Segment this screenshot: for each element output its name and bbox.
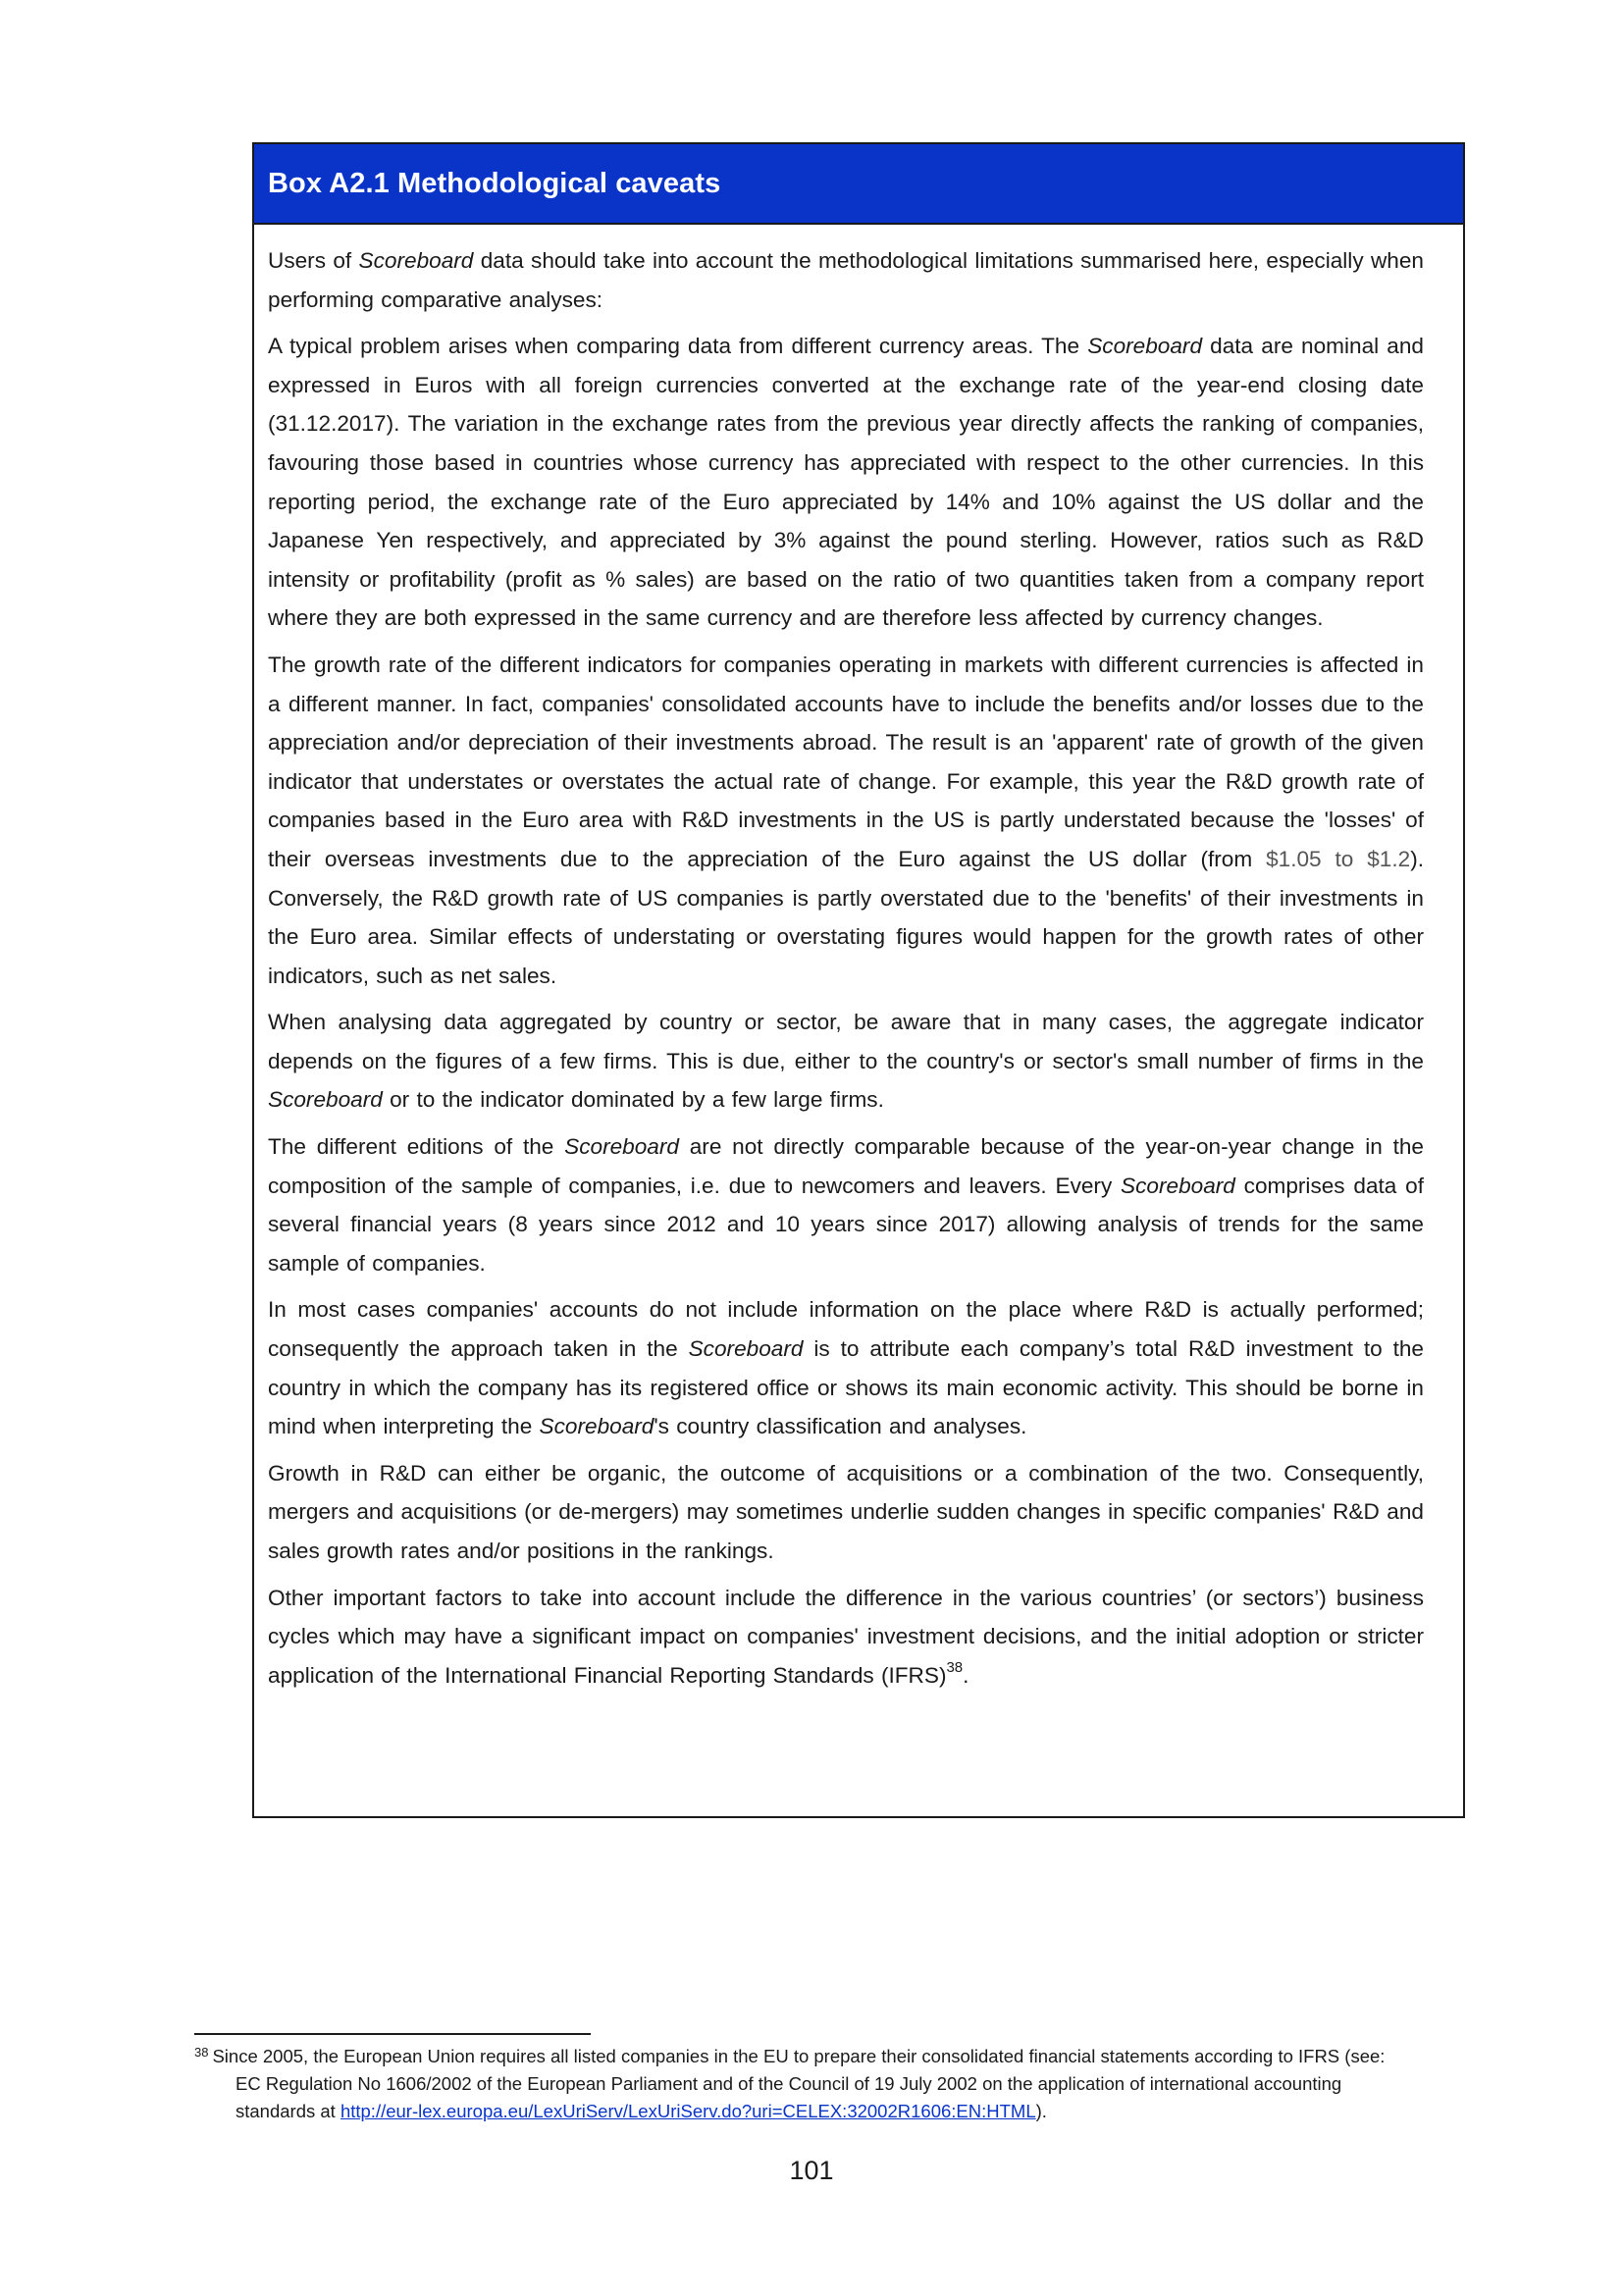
page-number: 101 xyxy=(789,2156,834,2185)
footnote-reference[interactable]: 38 xyxy=(946,1658,964,1676)
box-title: Box A2.1 Methodological caveats xyxy=(268,167,721,199)
paragraph-place-of-rd: In most cases companies' accounts do not include information on the place where R&D is actually performed; consequently the approach taken in the Scoreboard is to attribute each company’s total R&D investment to the country in which the company has its registered office or shows its main economic activity. This should be borne in mind when interpreting the Scoreboard's country classification and analyses. xyxy=(268,1297,1424,1439)
paragraph-mergers: Growth in R&D can either be organic, the outcome of acquisitions or a combination of the two. Consequently, mergers and acquisitions (or de-mergers) may sometimes underlie sudden changes in specific companies' R&D and sales growth rates and/or positions in the rankings. xyxy=(268,1460,1424,1563)
box-body xyxy=(254,225,1463,1695)
methodological-caveats-box xyxy=(252,142,1465,1818)
paragraph-intro: Users of Scoreboard data should take into account the methodological limitations summarised here, especially when performing comparative analyses: xyxy=(268,248,1424,312)
box-header xyxy=(254,144,1463,225)
footnote-line-3: standards at http://eur-lex.europa.eu/LexUriServ/LexUriServ.do?uri=CELEX:32002R1606:EN:HTML). xyxy=(236,2101,1047,2121)
paragraph-currency-areas: A typical problem arises when comparing data from different currency areas. The Scoreboard data are nominal and expressed in Euros with all foreign currencies converted at the exchange rate of the year-end closing date (31.12.2017). The variation in the exchange rates from the previous year directly affects the ranking of companies, favouring those based in countries whose currency has appreciated with respect to the other currencies. In this reporting period, the exchange rate of the Euro appreciated by 14% and 10% against the US dollar and the Japanese Yen respectively, and appreciated by 3% against the pound sterling. However, ratios such as R&D intensity or profitability (profit as % sales) are based on the ratio of two quantities taken from a company report where they are both expressed in the same currency and are therefore less affected by currency changes. xyxy=(268,334,1424,631)
footnote-line-2: EC Regulation No 1606/2002 of the European Parliament and of the Council of 19 July 2002 on the application of international accounting xyxy=(236,2073,1342,2094)
paragraph-other-factors: Other important factors to take into account include the difference in the various countries’ (or sectors’) business cycles which may have a significant impact on companies' investment decisions, and the initial adoption or stricter application of the International Financial Reporting Standards (IFRS)$^{38}$. xyxy=(268,1585,1424,1688)
footnote-divider xyxy=(194,2033,591,2035)
footnote-line-1: Since 2005, the European Union requires all listed companies in the EU to prepare their consolidated financial statements according to IFRS (see: xyxy=(212,2046,1386,2066)
paragraph-growth-rate: The growth rate of the different indicators for companies operating in markets with different currencies is affected in a different manner. In fact, companies' consolidated accounts have to include the benefits and/or losses due to the appreciation and/or depreciation of their investments abroad. The result is an 'apparent' rate of growth of the given indicator that understates or overstates the actual rate of change. For example, this year the R&D growth rate of companies based in the Euro area with R&D investments in the US is partly understated because the 'losses' of their overseas investments due to the appreciation of the Euro against the US dollar (from $1.05 to $1.2). Conversely, the R&D growth rate of US companies is partly overstated due to the 'benefits' of their investments in the Euro area. Similar effects of understating or overstating figures would happen for the growth rates of other indicators, such as net sales. xyxy=(268,652,1424,988)
eur-lex-link[interactable]: http://eur-lex.europa.eu/LexUriServ/LexUriServ.do?uri=CELEX:32002R1606:EN:HTML xyxy=(340,2101,1036,2121)
paragraph-aggregated-data: When analysing data aggregated by country or sector, be aware that in many cases, the aggregate indicator depends on the figures of a few firms. This is due, either to the country's or sector's small number of firms in the Scoreboard or to the indicator dominated by a few large firms. xyxy=(268,1010,1424,1113)
footnote xyxy=(194,2043,1539,2125)
paragraph-editions: The different editions of the Scoreboard are not directly comparable because of the year-on-year change in the composition of the sample of companies, i.e. due to newcomers and leavers. Every Scoreboard comprises data of several financial years (8 years since 2012 and 10 years since 2017) allowing analysis of trends for the same sample of companies. xyxy=(268,1134,1424,1276)
footnote-number: 38 xyxy=(194,2045,209,2060)
